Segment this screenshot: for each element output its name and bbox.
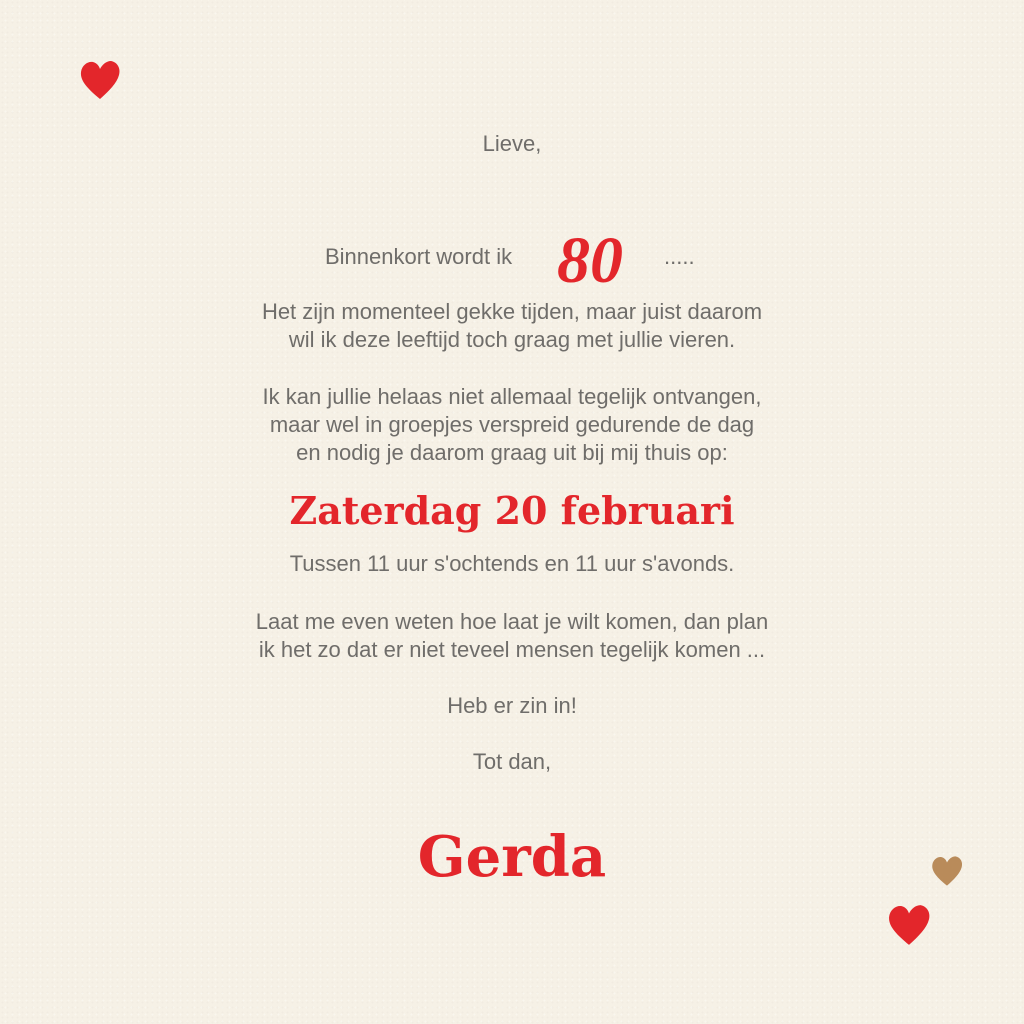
excited-line: Heb er zin in! xyxy=(447,693,577,718)
paragraph2-line3: en nodig je daarom graag uit bij mij thuis op: xyxy=(296,440,728,465)
signature: Gerda xyxy=(417,824,607,890)
intro-prefix: Binnenkort wordt ik xyxy=(325,244,513,269)
paragraph3-line1: Laat me even weten hoe laat je wilt komen, dan plan xyxy=(255,609,769,634)
greeting: Lieve, xyxy=(482,131,542,156)
paragraph3-line2: ik het zo dat er niet teveel mensen tegelijk komen ... xyxy=(258,637,766,662)
party-date: Zaterdag 20 februari xyxy=(289,488,735,533)
paragraph2-line1: Ik kan jullie helaas niet allemaal tegelijk ontvangen, xyxy=(262,384,762,409)
party-time: Tussen 11 uur s'ochtends en 11 uur s'avonds. xyxy=(289,551,735,576)
closing-line: Tot dan, xyxy=(472,749,552,774)
paragraph2-line2: maar wel in groepjes verspreid gedurende de dag xyxy=(269,412,755,437)
heart-icon-top-left xyxy=(78,58,122,102)
paragraph1-line1: Het zijn momenteel gekke tijden, maar juist daarom xyxy=(261,299,763,324)
paragraph1-line2: wil ik deze leeftijd toch graag met jullie vieren. xyxy=(288,327,736,352)
age-announcement xyxy=(0,226,1024,296)
intro-suffix: ..... xyxy=(664,244,695,269)
heart-icon-bottom-right xyxy=(886,902,932,948)
age-number: 80 xyxy=(557,224,623,297)
